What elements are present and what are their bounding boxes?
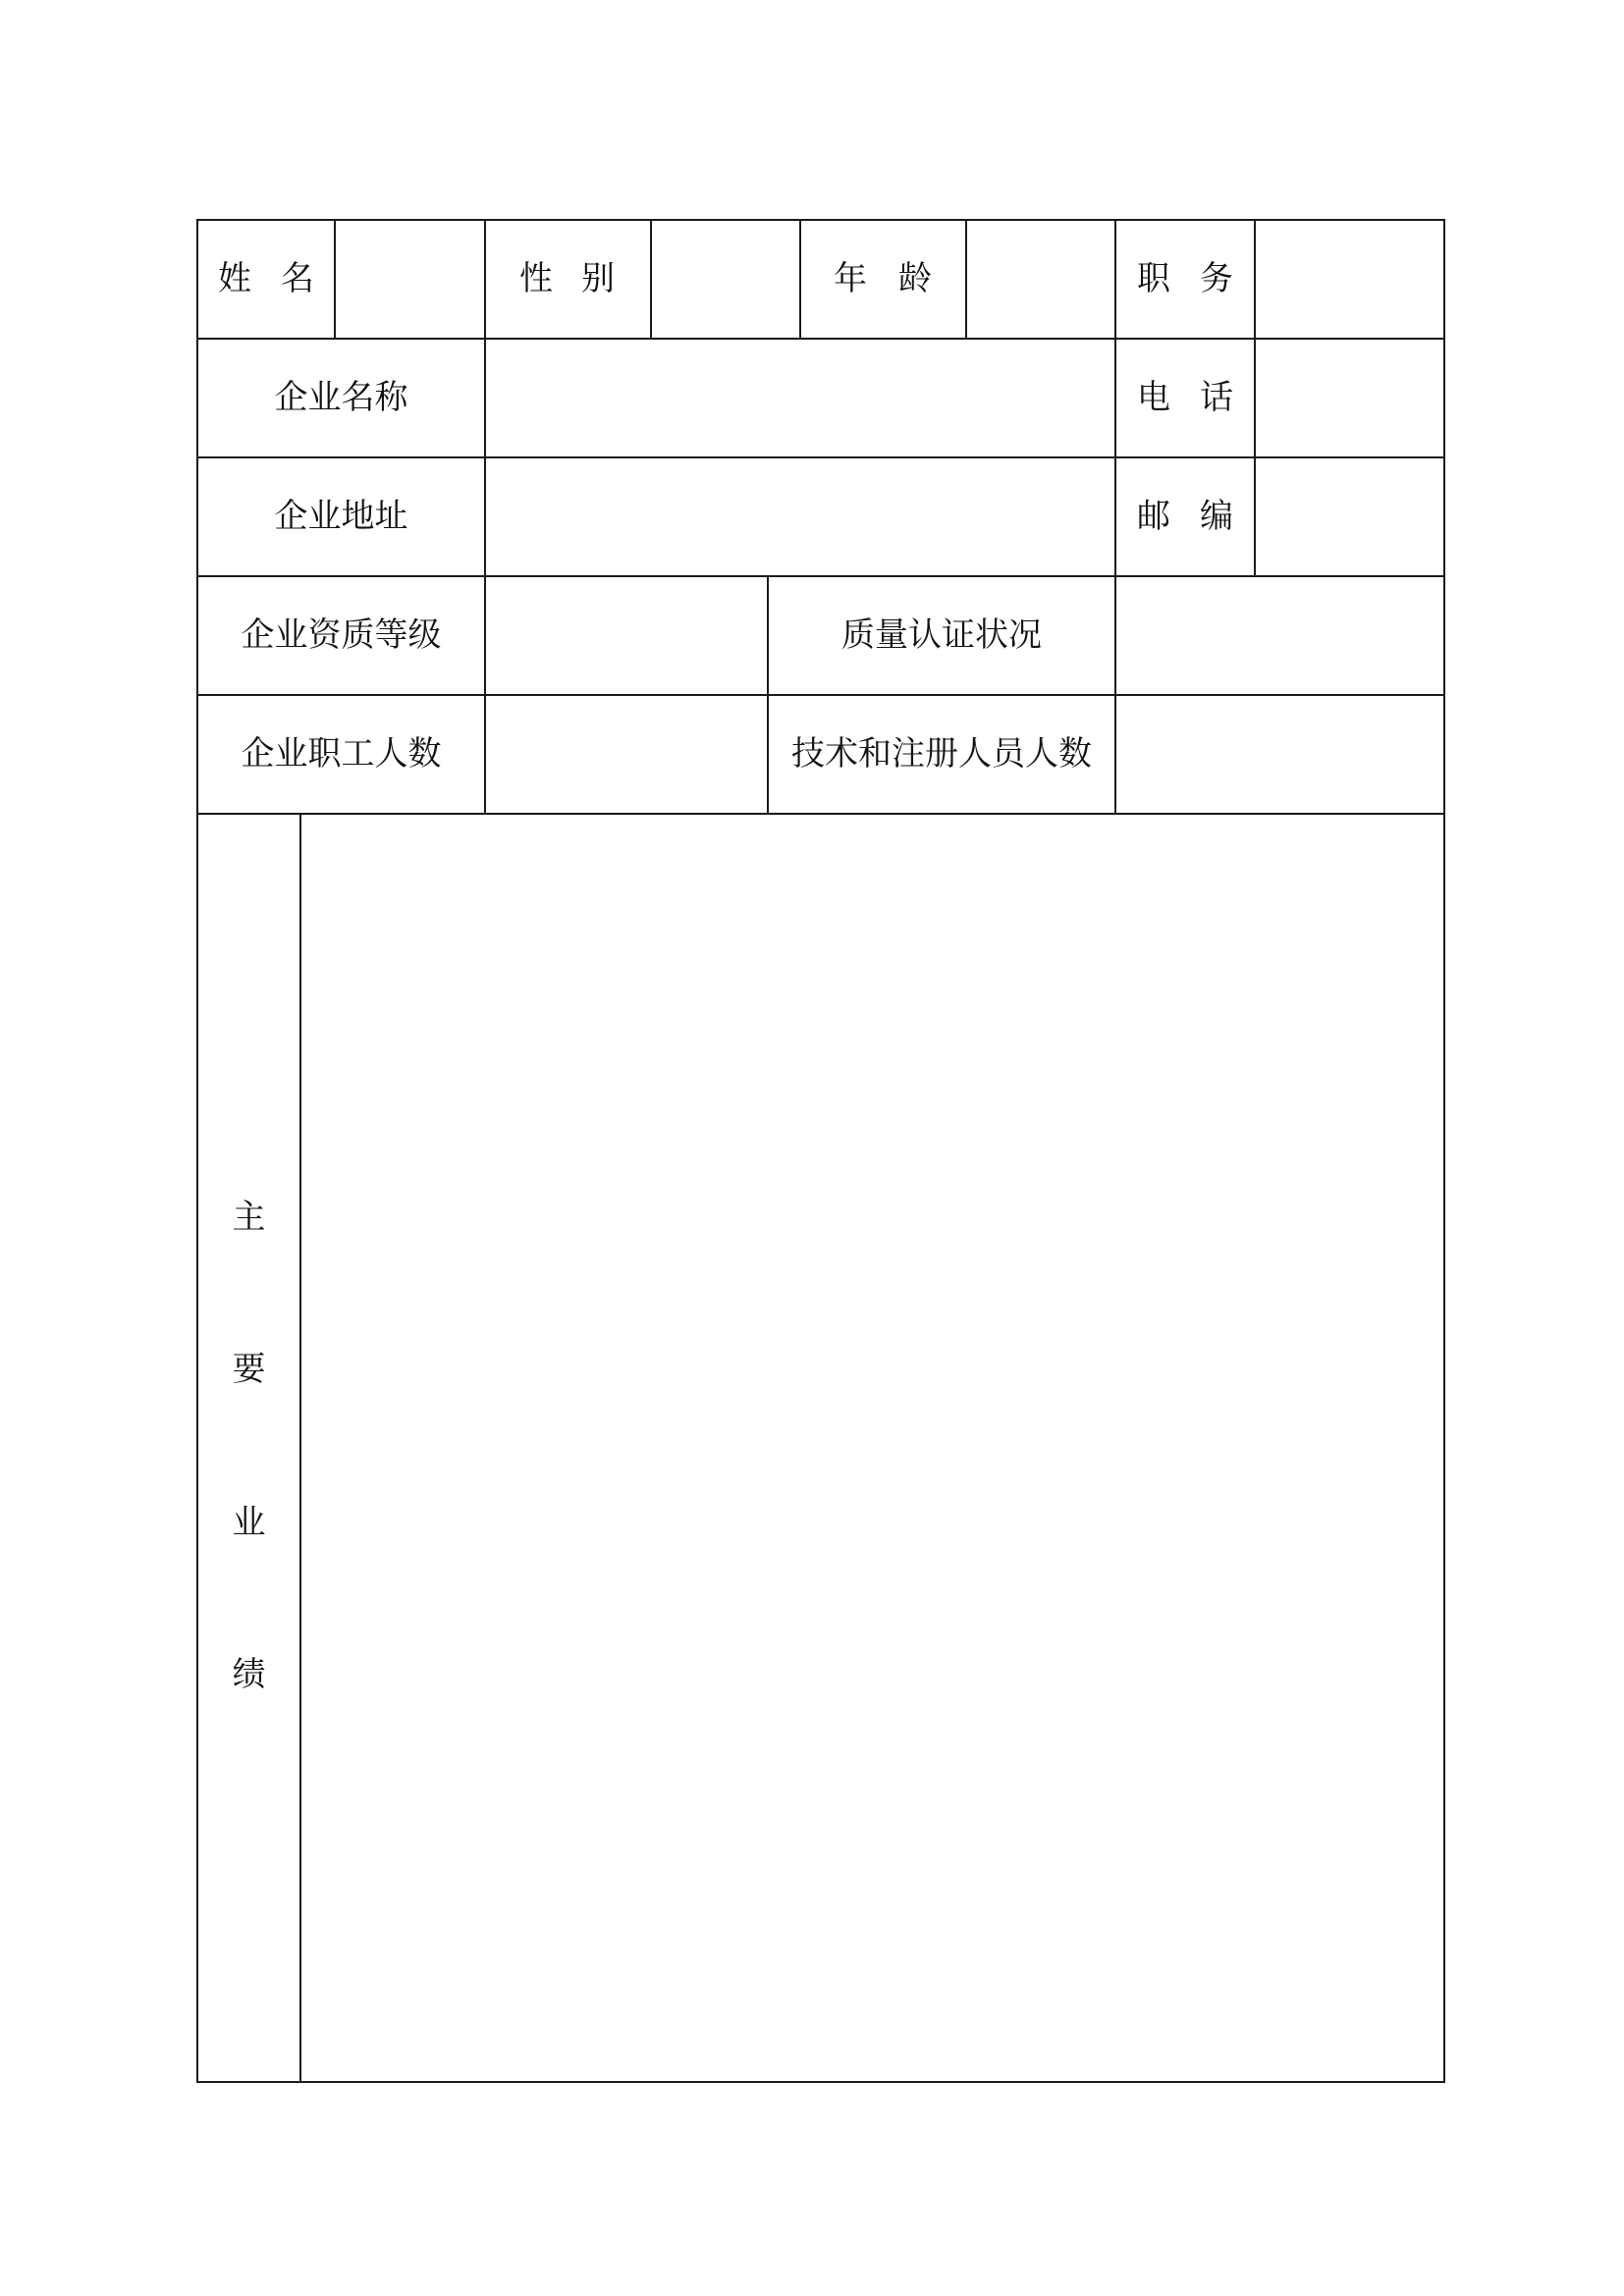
age-label xyxy=(834,219,932,338)
row1-divider-b xyxy=(484,219,486,338)
postcode-input[interactable] xyxy=(1256,458,1443,575)
postcode-label xyxy=(1137,456,1233,575)
staff-count-label: 企业职工人数 xyxy=(241,733,442,774)
qualification-label: 企业资质等级 xyxy=(241,614,442,655)
phone-input[interactable] xyxy=(1256,340,1443,456)
gender-label-char-1: 性 xyxy=(519,258,553,298)
phone-label xyxy=(1137,338,1233,456)
achievements-label xyxy=(198,1198,299,1694)
name-label-char-1: 姓 xyxy=(218,258,251,298)
achievements-label-char-1: 主 xyxy=(232,1198,266,1237)
name-input[interactable] xyxy=(336,221,484,338)
company-address-label: 企业地址 xyxy=(274,496,408,536)
achievements-label-char-2: 要 xyxy=(232,1350,266,1390)
staff-count-input[interactable] xyxy=(486,696,767,813)
position-label xyxy=(1137,219,1233,338)
row1-divider-d xyxy=(799,219,801,338)
postcode-label-char-2: 编 xyxy=(1200,496,1233,536)
tech-staff-label: 技术和注册人员人数 xyxy=(791,733,1092,774)
registration-form-table xyxy=(196,219,1445,2083)
position-label-char-2: 务 xyxy=(1200,258,1233,298)
achievements-label-char-4: 绩 xyxy=(232,1654,266,1694)
name-label xyxy=(218,219,314,338)
gender-label xyxy=(519,219,615,338)
position-label-char-1: 职 xyxy=(1137,258,1170,298)
certification-label: 质量认证状况 xyxy=(841,614,1042,655)
table-border-right xyxy=(1443,219,1445,2083)
gender-label-char-2: 别 xyxy=(581,258,615,298)
company-name-label: 企业名称 xyxy=(274,377,408,417)
age-input[interactable] xyxy=(967,221,1114,338)
table-border-bottom xyxy=(196,2081,1445,2083)
postcode-label-char-1: 邮 xyxy=(1137,496,1170,536)
name-label-char-2: 名 xyxy=(281,258,314,298)
tech-staff-input[interactable] xyxy=(1116,696,1443,813)
phone-label-char-2: 话 xyxy=(1200,377,1233,417)
achievements-input[interactable] xyxy=(301,815,1443,2081)
gender-input[interactable] xyxy=(652,221,799,338)
position-input[interactable] xyxy=(1256,221,1443,338)
company-name-input[interactable] xyxy=(486,340,1114,456)
row23-divider-b xyxy=(1114,338,1116,575)
phone-label-char-1: 电 xyxy=(1137,377,1170,417)
achievements-label-char-3: 业 xyxy=(232,1502,266,1542)
age-label-char-1: 年 xyxy=(834,258,867,298)
row1-divider-f xyxy=(1114,219,1116,338)
age-label-char-2: 龄 xyxy=(898,258,932,298)
certification-input[interactable] xyxy=(1116,577,1443,694)
company-address-input[interactable] xyxy=(486,458,1114,575)
qualification-input[interactable] xyxy=(486,577,767,694)
